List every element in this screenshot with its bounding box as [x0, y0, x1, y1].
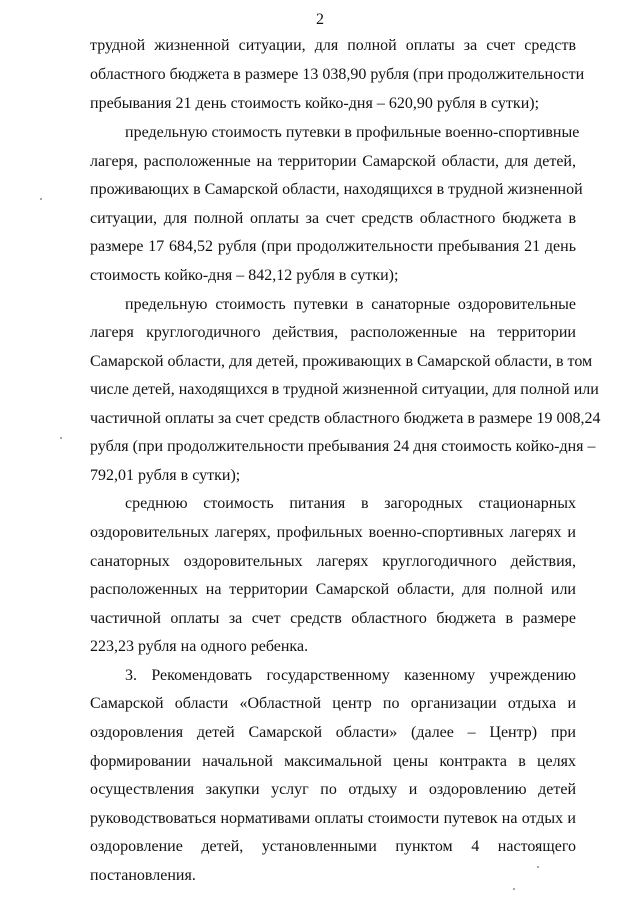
- text-line: рубля (при продолжительности пребывания 24 дня стоимость койко-дня –: [90, 438, 596, 455]
- text-line: Самарской области, для детей, проживающих в Самарской области, в том: [90, 353, 593, 370]
- text-line: оздоровления детей Самарской области» (далее – Центр) при: [90, 724, 576, 741]
- text-line: руководствоваться нормативами оплаты стоимости путевок на отдых и: [90, 810, 576, 827]
- scan-speck: [513, 888, 515, 890]
- text-line: пребывания 21 день стоимость койко-дня – 620,90 рубля в сутки);: [90, 95, 540, 112]
- text-line: частичной оплаты за счет средств областного бюджета в размере 19 008,24: [90, 410, 601, 427]
- text-line: 3. Рекомендовать государственному казенному учреждению: [125, 667, 576, 684]
- text-line: стоимость койко-дня – 842,12 рубля в сутки);: [90, 267, 399, 284]
- text-line: проживающих в Самарской области, находящихся в трудной жизненной: [90, 181, 583, 198]
- text-line: областного бюджета в размере 13 038,90 рубля (при продолжительности: [90, 66, 585, 83]
- text-line: санаторных оздоровительных лагерях круглогодичного действия,: [90, 553, 576, 570]
- text-line: среднюю стоимость питания в загородных стационарных: [125, 495, 576, 512]
- text-line: расположенных на территории Самарской области, для полной или: [90, 581, 576, 598]
- text-line: числе детей, находящихся в трудной жизненной ситуации, для полной или: [90, 381, 599, 398]
- text-line: формировании начальной максимальной цены контракта в целях: [90, 753, 576, 770]
- text-line: 792,01 рубля в сутки);: [90, 467, 241, 484]
- text-line: лагеря, расположенные на территории Самарской области, для детей,: [90, 153, 576, 170]
- text-line: 223,23 рубля на одного ребенка.: [90, 638, 309, 655]
- text-line: предельную стоимость путевки в санаторные оздоровительные: [125, 296, 576, 313]
- text-line: оздоровительных лагерях, профильных военно-спортивных лагерях и: [90, 524, 576, 541]
- text-line: Самарской области «Областной центр по организации отдыха и: [90, 695, 576, 712]
- scan-speck: [60, 437, 62, 439]
- text-line: частичной оплаты за счет средств областного бюджета в размере: [90, 610, 576, 627]
- scan-speck: [40, 198, 42, 200]
- page-number: 2: [316, 11, 324, 28]
- text-line: трудной жизненной ситуации, для полной оплаты за счет средств: [90, 37, 576, 54]
- text-line: оздоровление детей, установленными пунктом 4 настоящего: [90, 838, 576, 855]
- text-line: ситуации, для полной оплаты за счет средств областного бюджета в: [90, 210, 576, 227]
- text-line: размере 17 684,52 рубля (при продолжительности пребывания 21 день: [90, 238, 576, 255]
- text-line: постановления.: [90, 867, 196, 884]
- text-line: предельную стоимость путевки в профильные военно-спортивные: [125, 124, 580, 141]
- scan-speck: [537, 866, 539, 868]
- text-line: осуществления закупки услуг по отдыху и оздоровлению детей: [90, 781, 576, 798]
- text-line: лагеря круглогодичного действия, расположенные на территории: [90, 324, 576, 341]
